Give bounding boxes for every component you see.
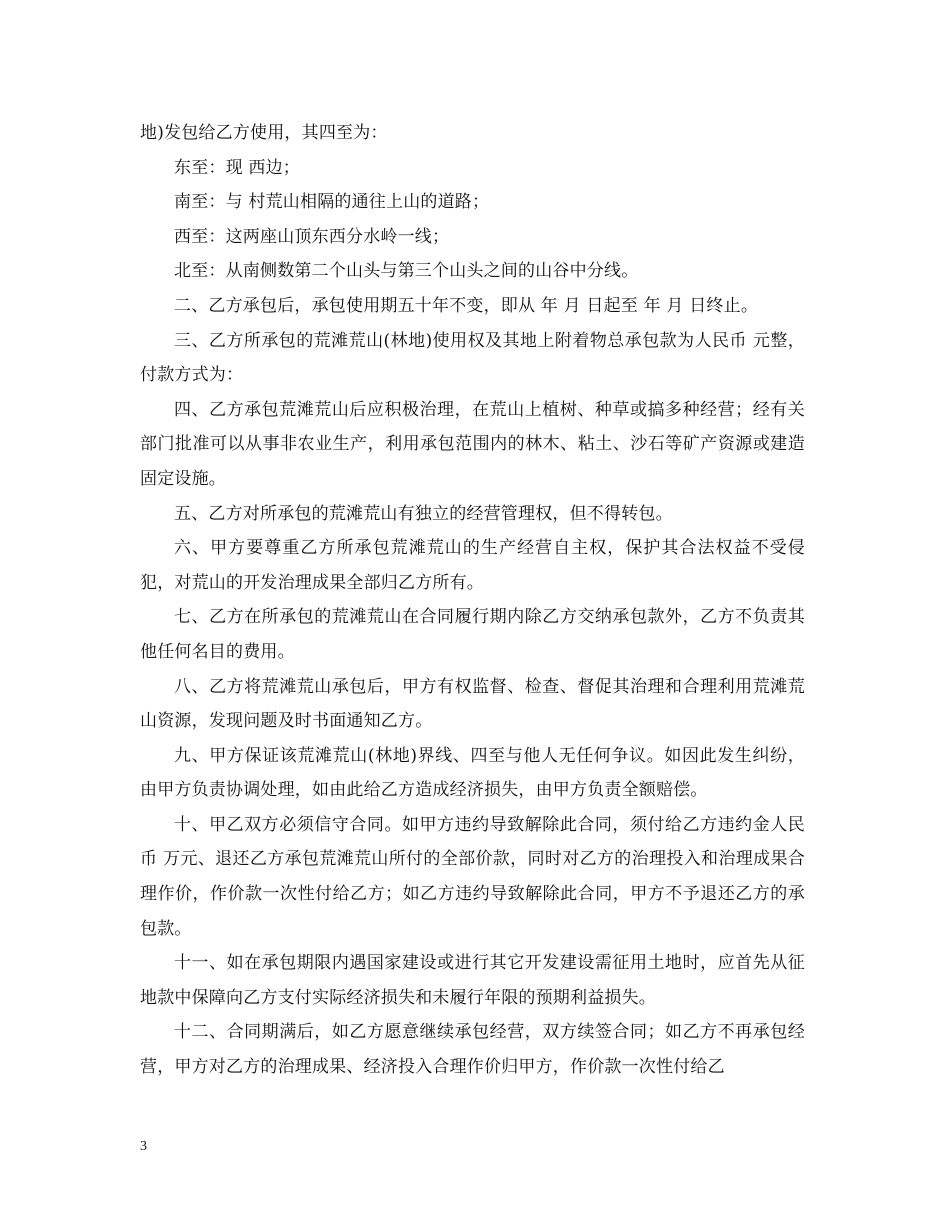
paragraph-clause-2: 二、乙方承包后，承包使用期五十年不变，即从 年 月 日起至 年 月 日终止。 (174, 295, 759, 316)
paragraph-clause-3: 三、乙方所承包的荒滩荒山(林地)使用权及其地上附着物总承包款为人民币 元整，付款方式为： (140, 330, 805, 386)
paragraph-south-boundary: 南至：与 村荒山相隔的通往上山的道路； (174, 192, 490, 213)
paragraph-west-boundary: 西至：这两座山顶东西分水岭一线； (174, 226, 450, 247)
paragraph-clause-11: 十一、如在承包期限内遇国家建设或进行其它开发建设需征用土地时，应首先从征地款中保障向乙方支付实际经济损失和未履行年限的预期利益损失。 (140, 953, 805, 1008)
paragraph-clause-10: 十、甲乙双方必须信守合同。如甲方违约导致解除此合同，须付给乙方违约金人民币 万元、退还乙方承包荒滩荒山所付的全部价款，同时对乙方的治理投入和治理成果合理作价，作价款一次性付给乙方；如乙方违约导致解除此合同，甲方不予退还乙方的承包款。 (140, 814, 805, 939)
document-body (140, 116, 805, 1085)
paragraph-east-boundary: 东至：现 西边； (174, 157, 301, 178)
paragraph-clause-8: 八、乙方将荒滩荒山承包后，甲方有权监督、检查、督促其治理和合理利用荒滩荒山资源，发现问题及时书面通知乙方。 (140, 676, 805, 732)
paragraph-clause-9: 九、甲方保证该荒滩荒山(林地)界线、四至与他人无任何争议。如因此发生纠纷，由甲方负责协调处理，如由此给乙方造成经济损失，由甲方负责全额赔偿。 (140, 745, 805, 801)
paragraph-clause-6: 六、甲方要尊重乙方所承包荒滩荒山的生产经营自主权，保护其合法权益不受侵犯，对荒山的开发治理成果全部归乙方所有。 (140, 538, 805, 593)
paragraph-clause-7: 七、乙方在所承包的荒滩荒山在合同履行期内除乙方交纳承包款外，乙方不负责其他任何名目的费用。 (140, 607, 805, 662)
paragraph-clause-5: 五、乙方对所承包的荒滩荒山有独立的经营管理权，但不得转包。 (174, 503, 673, 524)
paragraph-clause-12: 十二、合同期满后，如乙方愿意继续承包经营，双方续签合同；如乙方不再承包经营，甲方对乙方的治理成果、经济投入合理作价归甲方，作价款一次性付给乙 (140, 1022, 805, 1078)
page-number: 3 (140, 1139, 147, 1154)
paragraph-north-boundary: 北至：从南侧数第二个山头与第三个山头之间的山谷中分线。 (174, 261, 639, 282)
paragraph-boundary-intro: 地)发包给乙方使用，其四至为： (140, 123, 388, 143)
paragraph-clause-4: 四、乙方承包荒滩荒山后应积极治理，在荒山上植树、种草或搞多种经营；经有关部门批准可以从事非农业生产，利用承包范围内的林木、粘土、沙石等矿产资源或建造固定设施。 (140, 399, 805, 489)
